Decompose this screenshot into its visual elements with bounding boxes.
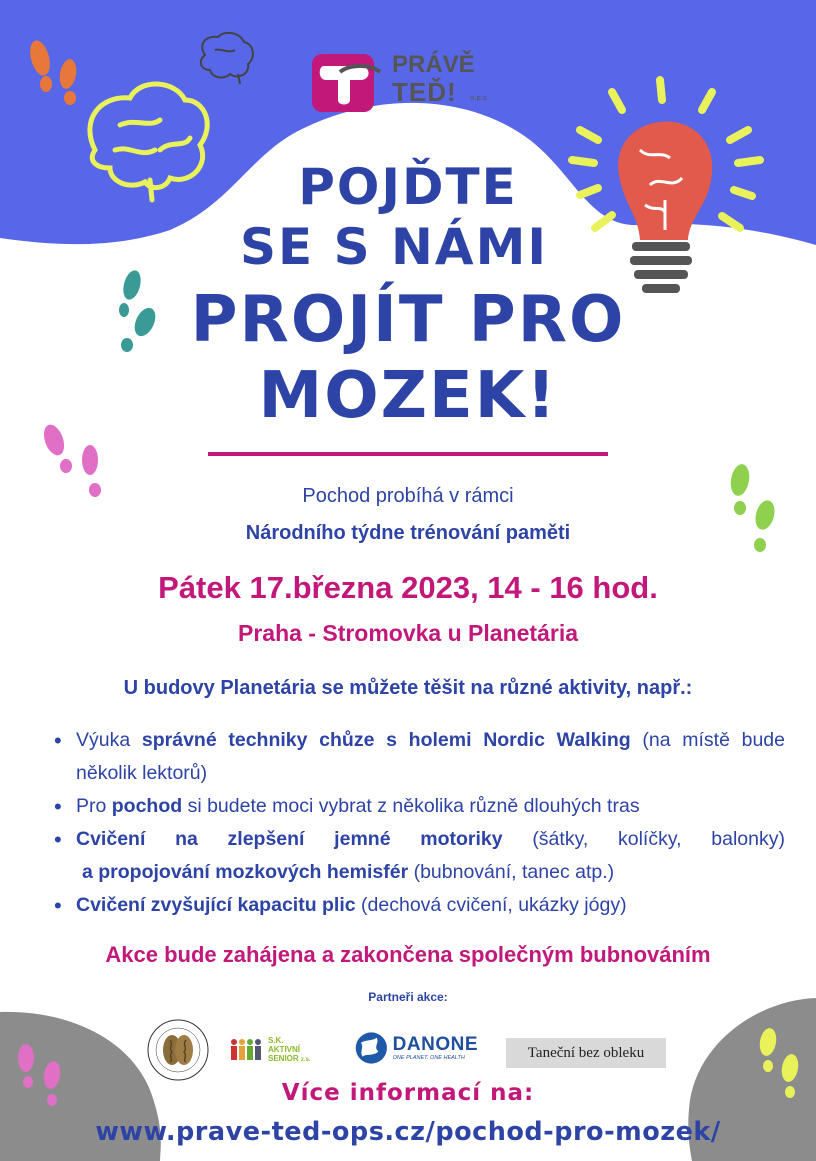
headline-line3: PROJÍT PRO: [190, 283, 626, 357]
people-icon: [230, 1037, 264, 1063]
danone-tagline: ONE PLANET. ONE HEALTH: [392, 1055, 465, 1061]
more-info-url[interactable]: www.prave-ted-ops.cz/pochod-pro-mozek/: [95, 1117, 721, 1147]
more-info-label: Více informací na:: [281, 1080, 535, 1106]
intro-line1: Pochod probíhá v rámci: [302, 485, 514, 507]
headline-line4: MOZEK!: [258, 359, 558, 433]
partner-tanecni-logo: [506, 1038, 666, 1068]
activities-list: [50, 724, 785, 922]
walnut-seal-icon: [146, 1018, 210, 1082]
aktivni-senior-line3: SENIOR: [268, 1053, 299, 1063]
logo-line1: PRÁVĚ: [392, 51, 475, 78]
logo-mark-icon: [310, 50, 382, 116]
event-place: Praha - Stromovka u Planetária: [237, 620, 578, 646]
activities-heading: U budovy Planetária se můžete těšit na různé aktivity, např.:: [123, 677, 693, 699]
separator-line: [208, 452, 608, 456]
danone-name: DANONE: [392, 1034, 478, 1055]
partner-aktivni-senior-logo: [230, 1034, 320, 1066]
partners-label: Partneři akce:: [368, 990, 448, 1004]
activity-item: • Cvičení na zlepšení jemné motoriky (šátky, kolíčky, balonky) a propojování mozkových hemisfér (bubnování, tanec atp.): [50, 823, 785, 889]
aktivni-senior-suffix: z.s.: [300, 1056, 311, 1063]
logo: [310, 50, 510, 120]
closing-text: Akce bude zahájena a zakončena společným bubnováním: [105, 942, 711, 967]
aktivni-senior-line1: S.K.: [268, 1035, 284, 1045]
headline-line2: SE S NÁMI: [240, 218, 548, 276]
partner-cspp-logo: [146, 1018, 210, 1082]
intro-line2: Národního týdne trénování paměti: [245, 522, 571, 544]
activity-item: • Cvičení zvyšující kapacitu plic (dechová cvičení, ukázky jógy): [50, 889, 785, 922]
event-date: Pátek 17.března 2023, 14 - 16 hod.: [158, 570, 658, 605]
activity-item: • Výuka správné techniky chůze s holemi Nordic Walking (na místě bude několik lektorů): [50, 724, 785, 790]
tanecni-text: Taneční bez obleku: [527, 1044, 645, 1061]
headline-line1: POJĎTE: [298, 158, 518, 216]
logo-suffix: o.p.s.: [470, 94, 489, 102]
logo-line2: TEĎ!: [392, 77, 457, 107]
aktivni-senior-line2: AKTIVNÍ: [268, 1044, 300, 1054]
danone-globe-icon: [354, 1028, 389, 1068]
activity-item: • Pro pochod si budete moci vybrat z několika různě dlouhých tras: [50, 790, 785, 823]
partner-danone-logo: [354, 1026, 478, 1070]
